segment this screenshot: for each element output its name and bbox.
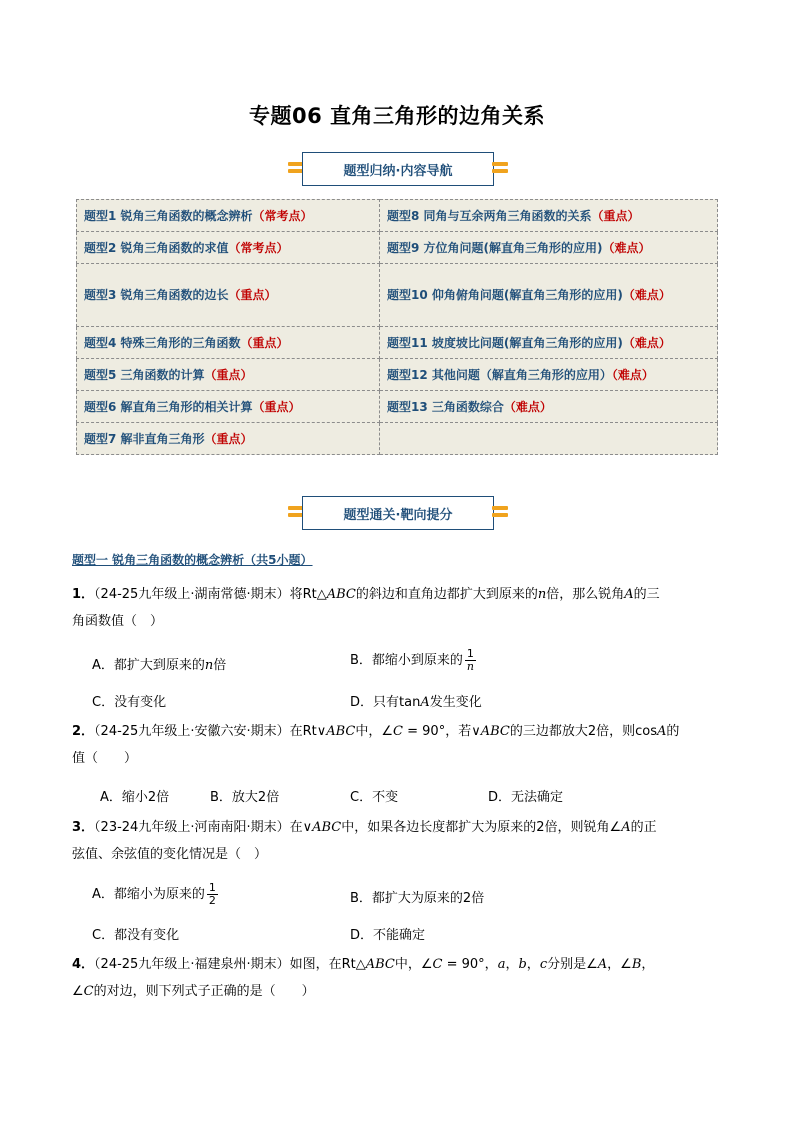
question-2: 2．（24-25九年级上·安徽六安·期末）在Rt∨ABC中，∠C = 90°，若∨ABC的三边都放大2倍，则cosA的 值（ ） — [72, 724, 680, 766]
question-3: 3．（23-24九年级上·河南南阳·期末）在∨ABC中，如果各边长度都扩大为原来的2倍，则锐角∠A的正 弦值、余弦值的变化情况是（ ） — [72, 820, 657, 862]
table-row — [77, 200, 718, 232]
q1-option-b[interactable]: B．都缩小到原来的 $\frac{1}{n}$ — [350, 647, 474, 673]
q2-option-c[interactable]: C．不变 — [350, 790, 399, 805]
nav-cell[interactable]: 题型11 坡度坡比问题(解直角三角形的应用)（难点） — [380, 327, 718, 359]
q2-option-d[interactable]: D．无法确定 — [488, 790, 564, 805]
topic-nav-table — [76, 199, 718, 455]
nav-cell[interactable]: 题型3 锐角三角函数的边长（重点） — [77, 264, 380, 327]
table-row — [77, 391, 718, 423]
section-heading: 题型一 锐角三角函数的概念辨析（共5小题） — [72, 553, 313, 567]
nav-cell[interactable]: 题型5 三角函数的计算（重点） — [77, 359, 380, 391]
table-row — [77, 327, 718, 359]
q3-option-b[interactable]: B．都扩大为原来的2倍 — [350, 891, 485, 906]
nav-cell[interactable]: 题型8 同角与互余两角三角函数的关系（重点） — [380, 200, 718, 232]
q3-option-c[interactable]: C．都没有变化 — [92, 928, 180, 943]
question-4: 4．（24-25九年级上·福建泉州·期末）如图，在Rt△ABC中，∠C = 90°，a，b，c分别是∠A，∠B， ∠C的对边，则下列式子正确的是（ ） — [72, 957, 655, 999]
q2-option-a[interactable]: A．缩小2倍 — [100, 790, 170, 805]
nav-cell[interactable]: 题型1 锐角三角函数的概念辨析（常考点） — [77, 200, 380, 232]
banner-deco-right-icon — [492, 159, 508, 179]
nav-cell[interactable]: 题型6 解直角三角形的相关计算（重点） — [77, 391, 380, 423]
nav-cell-empty — [380, 423, 718, 455]
table-row — [77, 423, 718, 455]
banner-deco-right-icon — [492, 503, 508, 523]
nav-cell[interactable]: 题型9 方位角问题(解直角三角形的应用)（难点） — [380, 232, 718, 264]
q3-option-a[interactable]: A．都缩小为原来的 $\frac{1}{2}$ — [92, 881, 216, 907]
q2-option-b[interactable]: B．放大2倍 — [210, 790, 280, 805]
nav-cell[interactable]: 题型10 仰角俯角问题(解直角三角形的应用)（难点） — [380, 264, 718, 327]
nav-cell[interactable]: 题型2 锐角三角函数的求值（常考点） — [77, 232, 380, 264]
table-row — [77, 264, 718, 327]
nav-cell[interactable]: 题型7 解非直角三角形（重点） — [77, 423, 380, 455]
q1-option-a[interactable]: A．都扩大到原来的n倍 — [92, 658, 227, 673]
nav-cell[interactable]: 题型4 特殊三角形的三角函数（重点） — [77, 327, 380, 359]
question-1: 1．（24-25九年级上·湖南常德·期末）将Rt△ABC的斜边和直角边都扩大到原来的n倍，那么锐角A的三 角函数值（ ） — [72, 587, 660, 629]
nav-cell[interactable]: 题型13 三角函数综合（难点） — [380, 391, 718, 423]
practice-banner — [288, 496, 508, 530]
practice-banner-label: 题型通关·靶向提分 — [302, 496, 494, 530]
page-title: 专题06 直角三角形的边角关系 — [248, 104, 546, 128]
table-row — [77, 232, 718, 264]
table-row — [77, 359, 718, 391]
nav-banner-label: 题型归纳·内容导航 — [302, 152, 494, 186]
q3-option-d[interactable]: D．不能确定 — [350, 928, 426, 943]
nav-cell[interactable]: 题型12 其他问题（解直角三角形的应用）（难点） — [380, 359, 718, 391]
nav-banner — [288, 152, 508, 186]
q1-option-d[interactable]: D．只有tanA发生变化 — [350, 695, 482, 710]
q1-option-c[interactable]: C．没有变化 — [92, 695, 167, 710]
